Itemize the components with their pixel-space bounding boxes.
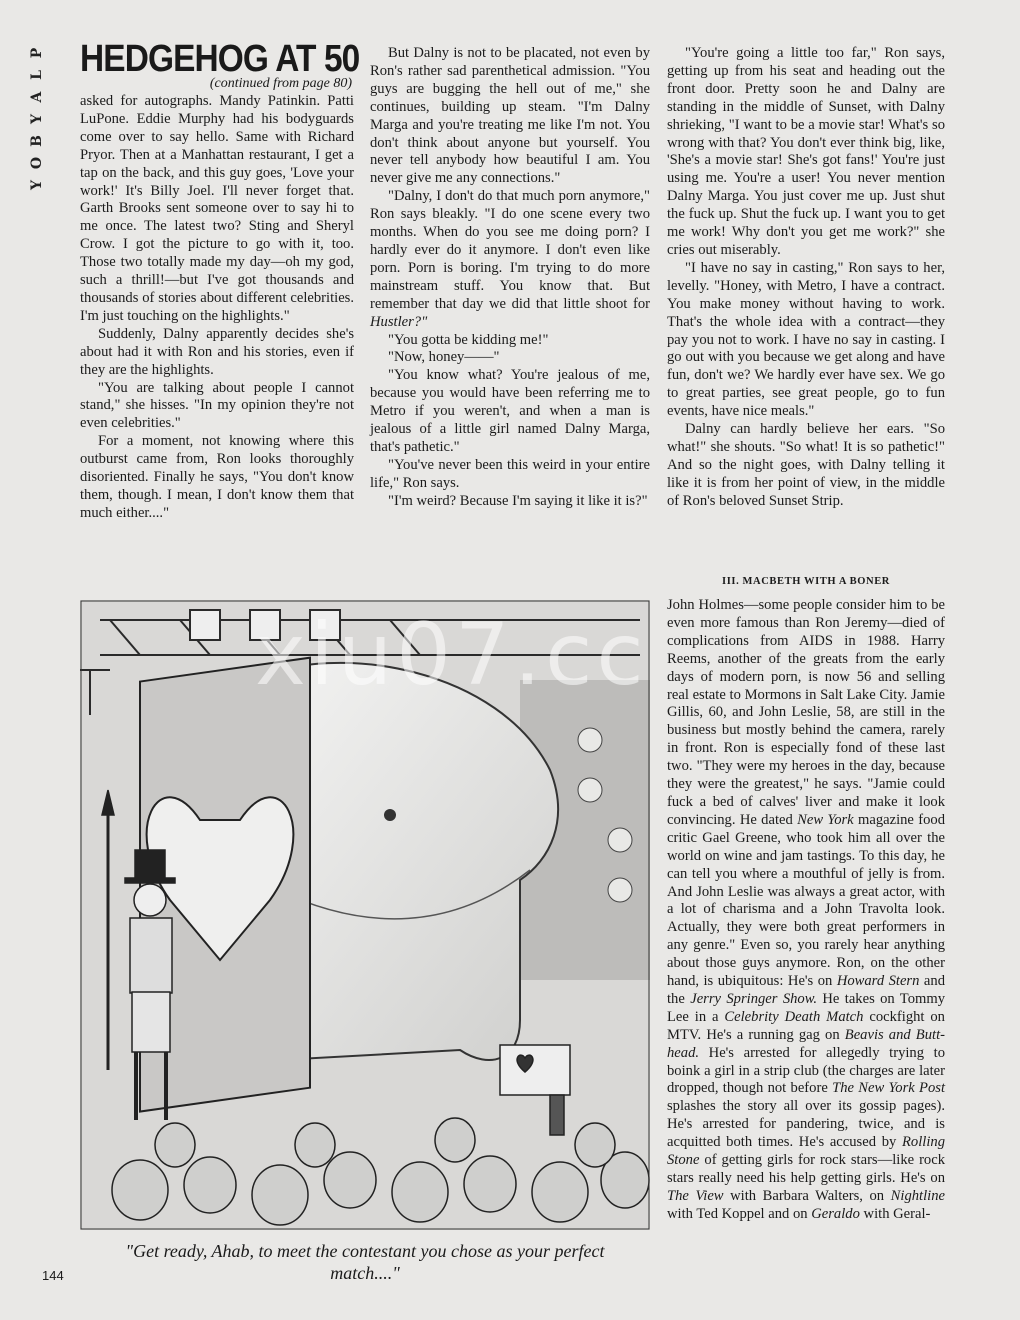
paragraph (370, 188, 650, 331)
italic-title: The View (667, 1187, 724, 1204)
italic-title: Nightline (890, 1187, 945, 1204)
paragraph: "You're going a little too far," Ron says, getting up from his seat and heading out the front door. Pretty soon he and Dalny are standing in the middle of Sunset, with Dalny shrieking, "I want to be a movie star! What's so wrong with that? You don't ever think big, like, 'She's a movie star! She's got fans!' You're just using me. You're a user! You never mention Dalny Marga. You just cover me up. Just shut the fuck up. Shut the fuck up. I want you to get me work! Why don't you get me work?" she cries out miserably. (667, 45, 945, 258)
text-run: magazine food critic Gael Greene, who took him all over the world on wine and jam tastings. To this day, he can tell you where a mouthful of jelly is from. And John Leslie was always a great actor, with a lot of charisma and a John Travolta look. Actually, they were both great performers in any genre." Even so, you rarely hear anything about those guys anymore. Ron, on the other hand, is ubiquitous: He's on (667, 811, 945, 990)
watermark: xiu07.cc (255, 605, 648, 705)
paragraph: For a moment, not knowing where this outburst came from, Ron looks thoroughly disoriented. Finally he says, "You don't know them, though. I mean, I don't know them that much either...." (80, 433, 354, 521)
italic-title: Howard Stern (836, 973, 920, 990)
cartoon-caption: "Get ready, Ahab, to meet the contestant you chose as your perfect match...." (125, 1241, 605, 1283)
paragraph: "You know what? You're jealous of me, because you would have been referring me to Metro if you weren't, and when a man is jealous of a little girl named Dalny Marga, that's pathetic." (370, 367, 650, 455)
text-run: and the (667, 973, 945, 1007)
paragraph: "You've never been this weird in your entire life," Ron says. (370, 456, 650, 491)
text-run: with Geral- (863, 1205, 931, 1222)
paragraph: "You gotta be kidding me!" (388, 331, 549, 348)
text-run: splashes the story all over its gossip pages). He's arrested for pandering, twice, and is acquitted both times. He's accused by (667, 1098, 945, 1151)
paragraph: "I have no say in casting," Ron says to her, levelly. "Honey, with Metro, I have a contract. You make money without having to work. That's the whole idea with a contract—they pay you not to work. I have no say in casting. I go out with you because we get along and have fun, don't we? We hardly ever have sex. We go to great parties, see great people, go to fun events, have nice meals." (667, 259, 945, 420)
mag-letter: Y (29, 180, 45, 190)
mag-letter: B (29, 135, 45, 147)
italic-title: Rolling Stone (667, 1134, 945, 1169)
paragraph (667, 597, 945, 1224)
paragraph: Suddenly, Dalny apparently decides she's about had it with Ron and his stories, even if they are the highlights. (80, 325, 354, 378)
paragraph: "I'm weird? Because I'm saying it like it is?" (388, 492, 648, 509)
mag-letter: Y (29, 114, 45, 124)
text-column-1 (80, 93, 354, 523)
magazine-title: Hustler?" (370, 313, 428, 330)
italic-title: Beavis and Butt-head. (667, 1026, 945, 1061)
italic-title: New York (797, 811, 854, 828)
mag-letter: L (29, 70, 45, 80)
magazine-name (30, 42, 50, 196)
mag-letter: P (29, 47, 45, 59)
text-column-3 (667, 45, 945, 511)
paragraph: But Dalny is not to be placated, not even by Ron's rather sad parenthetical admission. "You guys are bugging the hell out of me," she continues, building up steam. "I'm Dalny Marga and you're treating me like I'm not. You don't think about anyone but yourself. You never tell anybody how beautiful I am. You never give me any connections." (370, 45, 650, 187)
text-run: cockfight on MTV. He's a running gag on (667, 1008, 945, 1043)
italic-title: Geraldo (811, 1205, 860, 1222)
text-run: with Ted Koppel and on (667, 1205, 808, 1222)
italic-title: The New York Post (832, 1080, 945, 1097)
text-run: with Barbara Walters, on (730, 1187, 885, 1204)
text-column-2 (370, 45, 650, 511)
paragraph: "You are talking about people I cannot stand," she hisses. "In my opinion they're not even celebrities." (80, 379, 354, 432)
section-heading: III. MACBETH WITH A BONER (722, 576, 890, 587)
article-title: HEDGEHOG AT 50 (80, 38, 360, 80)
paragraph: "Now, honey——" (388, 349, 500, 366)
continued-note: (continued from page 80) (209, 76, 352, 91)
cartoon-drawing (80, 600, 650, 1230)
paragraph: asked for autographs. Mandy Patinkin. Patti LuPone. Eddie Murphy had his bodyguards come over to say hello. Same with Richard Pryor. Then at a Manhattan restaurant, I get a tap on the back, and this guy goes, 'Love your work!' It's Billy Joel. I'll never forget that. Garth Brooks sent someone over to say hi to me once. The latest two? Sting and Sheryl Crow. I got the picture to go with it, too. Those two totally made my day—oh my god, such a thrill!—but I've got thousands and thousands of stories about different celebrities. I'm just touching on the highlights." (80, 93, 354, 324)
italic-title: Celebrity Death Match (724, 1008, 864, 1025)
mag-letter: O (29, 156, 45, 170)
whale-eye (384, 809, 396, 821)
page-number: 144 (42, 1268, 64, 1283)
text-run: John Holmes—some people consider him to be even more famous than Ron Jeremy—died of complications from AIDS in 1988. Harry Reems, another of the greats from the early days of modern porn, is now 56 and selling real estate to Mormons in Salt Lake City. Jamie Gillis, 60, and John Leslie, 58, are still in the business but mostly behind the camera, rarely in front. Ron is especially fond of these last two. "They were my heroes in the day, because they were the greatest," he says. "Jamie could fuck a bed of calves' liver and make it look convincing. He dated (667, 597, 945, 828)
text-run: He's arrested for allegedly trying to boink a girl in a strip club (the charges are later dropped, though not before (667, 1044, 945, 1097)
text-run: He takes on Tommy Lee in a (667, 990, 946, 1025)
paragraph-text: "Dalny, I don't do that much porn anymore," Ron says bleakly. "I do one scene every two months. When do you see me doing porn? I hardly ever do it anymore. I don't even like porn. Porn is boring. I'm trying to do more mainstream stuff. You know that. But remember that day we did that little shoot for (370, 188, 650, 312)
italic-title: Jerry Springer Show. (690, 990, 818, 1007)
cartoon-illustration (80, 600, 650, 1230)
paragraph: Dalny can hardly believe her ears. "So what!" she shouts. "So what! It is so pathetic!" And so the night goes, with Dalny telling it like it is from her point of view, in the middle of Ron's beloved Sunset Strip. (667, 421, 945, 509)
mag-letter: A (29, 91, 45, 103)
text-run: of getting girls for rock stars—like rock stars really need his help getting girls. He's on (667, 1152, 945, 1186)
text-column-4 (667, 597, 945, 1224)
